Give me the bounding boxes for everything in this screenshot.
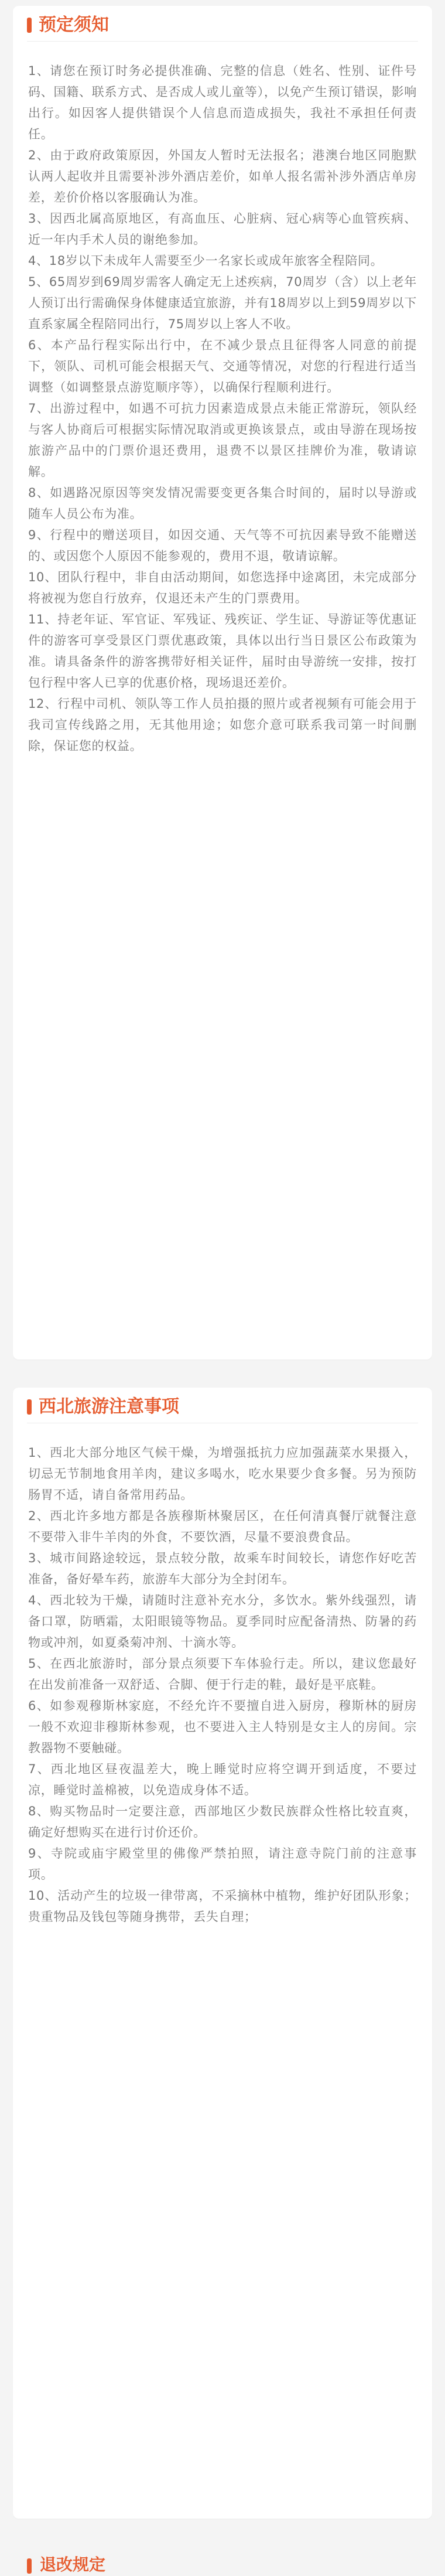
notice-item: 2、由于政府政策原因，外国友人暂时无法报名；港澳台地区同胞默认两人起收并且需要补涉外酒店差价，如单人报名需补涉外酒店单房差，差价价格以客服确认为准。 <box>28 148 417 205</box>
notice-item: 6、本产品行程实际出行中，在不减少景点且征得客人同意的前提下，领队、司机可能会根据天气、交通等情况，对您的行程进行适当调整（如调整景点游览顺序等），以确保行程顺利进行。 <box>28 338 417 394</box>
note-item: 2、西北许多地方都是各族穆斯林聚居区，在任何清真餐厅就餐注意不要带入非牛羊肉的外食，不要饮酒，尽量不要浪费食品。 <box>28 1509 417 1544</box>
note-item: 3、城市间路途较远，景点较分散，故乘车时间较长，请您作好吃苦准备，备好晕车药，旅游车大部分为全封闭车。 <box>28 1551 417 1586</box>
section-marker-icon <box>27 2558 32 2574</box>
northwest-notes-header <box>27 1388 418 1423</box>
notice-item: 8、如遇路况原因等突发情况需要变更各集合时间的，届时以导游或随车人员公布为准。 <box>28 486 417 521</box>
refund-policy-section <box>13 2547 432 2576</box>
booking-notice-list <box>13 42 432 757</box>
notice-item: 9、行程中的赠送项目，如因交通、天气等不可抗因素导致不能赠送的、或因您个人原因不能参观的，费用不退，敬请谅解。 <box>28 528 417 563</box>
note-item: 10、活动产生的垃圾一律带离，不采摘林中植物，维护好团队形象；贵重物品及钱包等随身携带，丢失自理； <box>28 1889 417 1924</box>
notice-item: 5、65周岁到69周岁需客人确定无上述疾病，70周岁（含）以上老年人预订出行需确保身体健康适宜旅游，并有18周岁以上到59周岁以下直系家属全程陪同出行，75周岁以上客人不收。 <box>28 275 417 331</box>
notice-item: 10、团队行程中，非自由活动期间，如您选择中途离团，未完成部分将被视为您自行放弃，仅退还未产生的门票费用。 <box>28 570 417 605</box>
northwest-notes-list <box>13 1423 432 1927</box>
booking-notice-title: 预定须知 <box>39 15 109 35</box>
northwest-notes-title: 西北旅游注意事项 <box>39 1396 179 1417</box>
note-item: 4、西北较为干燥，请随时注意补充水分，多饮水。紫外线强烈，请备口罩，防晒霜，太阳眼镜等物品。夏季同时应配备清热、防暑的药物或冲剂，如夏桑菊冲剂、十滴水等。 <box>28 1593 417 1650</box>
refund-policy-title: 退改规定 <box>40 2555 106 2574</box>
notice-item: 3、因西北属高原地区，有高血压、心脏病、冠心病等心血管疾病、近一年内手术人员的谢绝参加。 <box>28 212 417 247</box>
notice-item: 12、行程中司机、领队等工作人员拍摄的照片或者视频有可能会用于我司宣传线路之用，无其他用途；如您介意可联系我司第一时间删除，保证您的权益。 <box>28 697 417 753</box>
note-item: 6、如参观穆斯林家庭，不经允许不要擅自进入厨房，穆斯林的厨房一般不欢迎非穆斯林参观，也不要进入主人特别是女主人的房间。宗教器物不要触碰。 <box>28 1699 417 1755</box>
notice-item: 7、出游过程中，如遇不可抗力因素造成景点未能正常游玩，领队经与客人协商后可根据实际情况取消或更换该景点，或由导游在现场按旅游产品中的门票价退还费用，退费不以景区挂牌价为准，敬请谅解。 <box>28 401 417 479</box>
section-marker-icon <box>27 1399 32 1415</box>
notice-item: 1、请您在预订时务必提供准确、完整的信息（姓名、性别、证件号码、国籍、联系方式、是否成人或儿童等），以免产生预订错误，影响出行。如因客人提供错误个人信息而造成损失，我社不承担任何责任。 <box>28 64 417 141</box>
note-item: 5、在西北旅游时，部分景点须要下车体验行走。所以，建议您最好在出发前准备一双舒适、合脚、便于行走的鞋，最好是平底鞋。 <box>28 1657 417 1692</box>
booking-notice-card <box>13 6 432 1359</box>
section-marker-icon <box>27 18 32 33</box>
note-item: 1、西北大部分地区气候干燥，为增强抵抗力应加强蔬菜水果摄入，切忌无节制地食用羊肉，建议多喝水，吃水果要少食多餐。另为预防肠胃不适，请自备常用药品。 <box>28 1446 417 1502</box>
booking-notice-header <box>27 6 418 42</box>
note-item: 8、购买物品时一定要注意，西部地区少数民族群众性格比较直爽，确定好想购买在进行讨价还价。 <box>28 1804 417 1839</box>
note-item: 9、寺院或庙宇殿堂里的佛像严禁拍照，请注意寺院门前的注意事项。 <box>28 1846 417 1882</box>
notice-item: 11、持老年证、军官证、军残证、残疾证、学生证、导游证等优惠证件的游客可享受景区门票优惠政策，具体以出行当日景区公布政策为准。请具备条件的游客携带好相关证件，届时由导游统一安排，按打包行程中客人已享的优惠价格，现场退还差价。 <box>28 612 417 690</box>
note-item: 7、西北地区昼夜温差大，晚上睡觉时应将空调开到适度，不要过凉，睡觉时盖棉被，以免造成身体不适。 <box>28 1762 417 1797</box>
northwest-notes-card <box>13 1388 432 2519</box>
notice-item: 4、18岁以下未成年人需要至少一名家长或成年旅客全程陪同。 <box>28 254 384 268</box>
